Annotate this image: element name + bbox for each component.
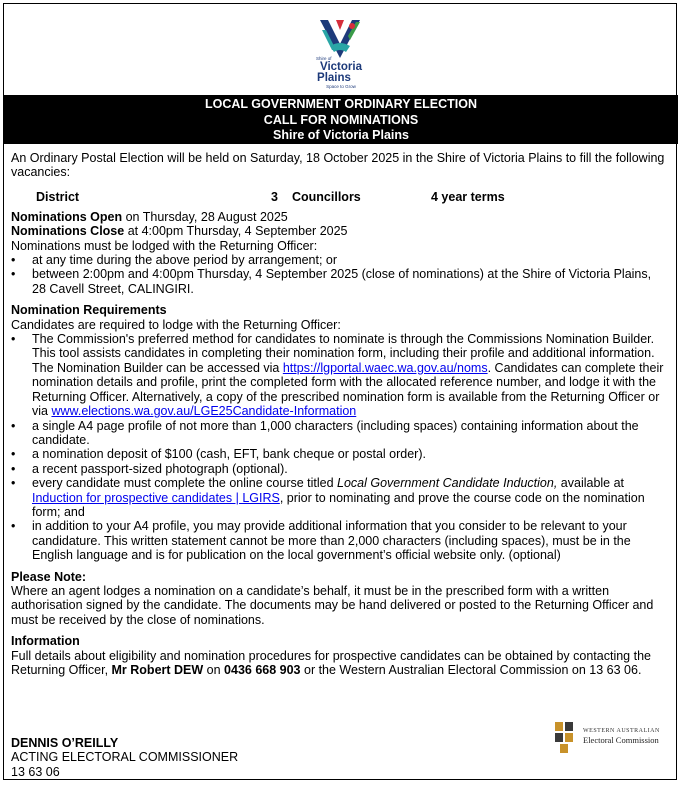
lodge-list (11, 253, 666, 296)
information-text: Full details about eligibility and nomination procedures for prospective candidates can be obtained by contacting the Returning Officer, Mr Robert DEW on 0436 668 903 or the Western Australian Electoral Commission on 13 63 06. (11, 648, 651, 677)
vacancy-row (11, 188, 666, 210)
shire-logo (306, 16, 376, 90)
logo-name1: Victoria (320, 61, 362, 73)
list-item: • a recent passport-sized photograph (optional). (11, 462, 666, 476)
list-item: • a single A4 page profile of not more than 1,000 characters (including spaces) containing information about the candidate. (11, 419, 666, 448)
logo-tagline: Space to Grow (326, 84, 356, 89)
waec-line1: WESTERN AUSTRALIAN (583, 728, 660, 734)
requirements-intro: Candidates are required to lodge with the Returning Officer: (11, 317, 341, 332)
open-label: Nominations Open (11, 209, 123, 224)
title-banner (4, 95, 678, 144)
list-item: • in addition to your A4 profile, you may provide additional information that you consider to be relevant to your candidature. This written statement cannot be more than 2,000 characters (including spaces), must be in the English language and is for publication on the local government’s official website only. (optional) (11, 519, 666, 562)
vacancy-district: District (36, 189, 80, 204)
information-heading: Information (11, 634, 80, 649)
nominations-open (11, 210, 666, 224)
list-item: • at any time during the above period by arrangement; or (11, 253, 666, 267)
signatory-name: DENNIS O’REILLY (11, 736, 119, 750)
vacancy-positions: Councillors (292, 189, 361, 204)
requirements-list (11, 332, 666, 563)
signatory-phone: 13 63 06 (11, 764, 60, 779)
lodge-text: Nominations must be lodged with the Returning Officer: (11, 238, 318, 253)
requirements-heading: Nomination Requirements (11, 303, 167, 318)
vacancy-count: 3 (271, 189, 278, 204)
officer-phone: 0436 668 903 (224, 663, 301, 677)
shire-logo-graphic (306, 16, 376, 90)
note-text: Where an agent lodges a nomination on a candidate’s behalf, it must be in the prescribed form with a written authorisation signed by the candidate. The documents may be hand delivered or posted to the Returning Officer and must be received by the close of nominations. (11, 583, 654, 627)
course-title: Local Government Candidate Induction, (337, 476, 558, 491)
banner-line3: Shire of Victoria Plains (273, 128, 409, 142)
notice-body (11, 151, 666, 677)
note-heading: Please Note: (11, 569, 87, 584)
logo-name2: Plains (317, 72, 351, 84)
open-text: on Thursday, 28 August 2025 (122, 209, 288, 224)
waec-logo (553, 720, 665, 754)
waec-line2: Electoral Commission (583, 735, 659, 745)
officer-name: Mr Robert DEW (111, 663, 204, 677)
candidate-information-link[interactable]: www.elections.wa.gov.au/LGE25Candidate-Information (51, 404, 357, 419)
signatory-title: ACTING ELECTORAL COMMISSIONER (11, 750, 239, 765)
logo-small: Shire of (316, 56, 332, 61)
lgirs-induction-link[interactable]: Induction for prospective candidates | LGIRS (32, 490, 280, 505)
list-item: • every candidate must complete the online course titled Local Government Candidate Induction, available at Induction for prospective candidates | LGIRS, prior to nominating and prove the course code on the nomination form; and (11, 476, 666, 519)
nomination-builder-link[interactable]: https://lgportal.waec.wa.gov.au/noms (282, 360, 488, 375)
close-label: Nominations Close (11, 224, 125, 239)
waec-emblem-icon (553, 720, 579, 754)
nominations-close (11, 224, 666, 238)
intro-text: An Ordinary Postal Election will be held on Saturday, 18 October 2025 in the Shire of Victoria Plains to fill the following vacancies: (11, 151, 665, 180)
banner-line1: LOCAL GOVERNMENT ORDINARY ELECTION (204, 97, 477, 111)
vacancy-term: 4 year terms (431, 189, 505, 204)
list-item: • a nomination deposit of $100 (cash, EFT, bank cheque or postal order). (11, 447, 666, 461)
signature-block (11, 736, 238, 779)
banner-line2: CALL FOR NOMINATIONS (263, 112, 419, 127)
close-text: at 4:00pm Thursday, 4 September 2025 (124, 224, 348, 239)
list-item: • between 2:00pm and 4:00pm Thursday, 4 September 2025 (close of nominations) at the Shire of Victoria Plains, 28 Cavell Street, CALINGIRI. (11, 267, 666, 296)
list-item: • The Commission's preferred method for candidates to nominate is through the Commissions Nomination Builder. This tool assists candidates in completing their nomination form, including their profile and additional information. The Nomination Builder can be accessed via https://lgportal.waec.wa.gov.au/noms. Candidates can complete their nomination details and profile, print the completed form with the allocated reference number, and lodge it with the Returning Officer. Alternatively, a copy of the prescribed nomination form is available from the Returning Officer or via www.elections.wa.gov.au/LGE25Candidate-Information (11, 332, 666, 418)
